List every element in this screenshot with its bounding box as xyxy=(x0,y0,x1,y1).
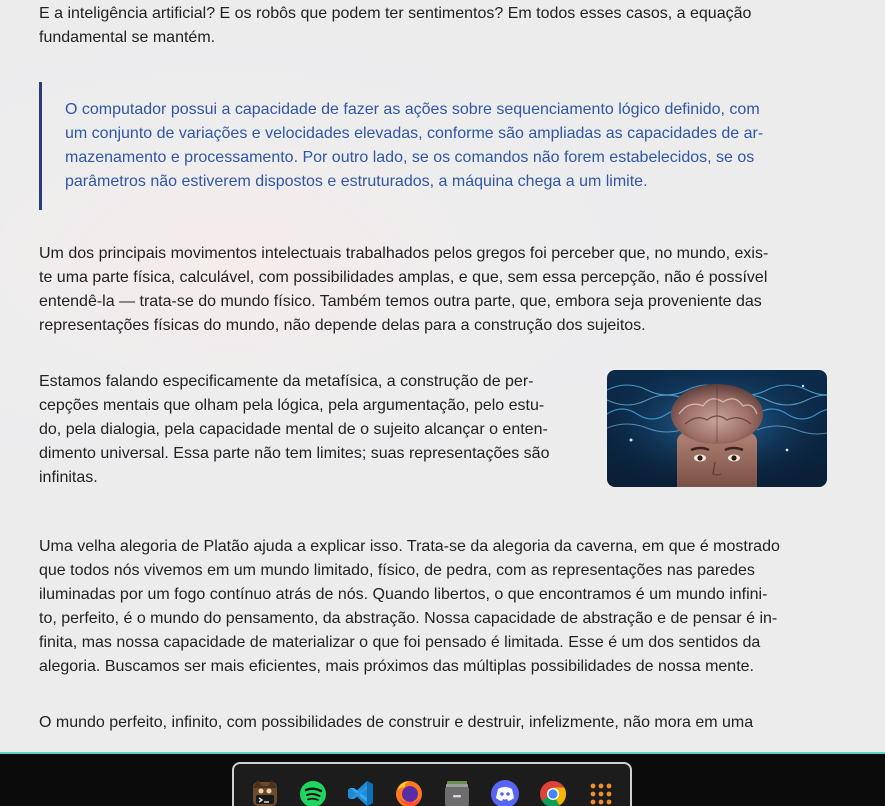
text-line: entendê-la — trata-se do mundo físico. Também temos outra parte, que, embora seja proveniente das xyxy=(39,293,762,310)
closing-paragraph xyxy=(39,711,829,735)
text-line: do, pela dialogia, pela capacidade mental de o sujeito alcançar o enten- xyxy=(39,421,548,438)
text-line: Estamos falando especificamente da metafísica, a construção de per- xyxy=(39,373,534,390)
allegory-paragraph xyxy=(39,535,829,679)
brain-head-image xyxy=(607,370,827,487)
files-icon[interactable] xyxy=(442,778,472,806)
vscode-icon[interactable] xyxy=(346,778,376,806)
taskbar xyxy=(0,752,885,806)
text-line: to, perfeito, é o mundo do pensamento, da abstração. Nossa capacidade de abstração e de pensar é in- xyxy=(39,610,778,627)
quote-line: um conjunto de variações e velocidades elevadas, conforme são ampliadas as capacidades de ar- xyxy=(65,125,764,142)
quote-line: O computador possui a capacidade de fazer as ações sobre sequenciamento lógico definido, com xyxy=(65,101,760,118)
app-grid-icon[interactable] xyxy=(586,778,616,806)
discord-icon[interactable] xyxy=(490,778,520,806)
greeks-paragraph xyxy=(39,242,829,338)
blockquote xyxy=(39,82,829,210)
metaphysics-paragraph xyxy=(39,370,584,490)
text-line: O mundo perfeito, infinito, com possibilidades de construir e destruir, infelizmente, não mora em uma xyxy=(39,714,754,731)
text-line: Um dos principais movimentos intelectuais trabalhados pelos gregos foi perceber que, no mundo, exis- xyxy=(39,245,769,262)
spotify-icon[interactable] xyxy=(298,778,328,806)
text-line: dimento universal. Essa parte não tem limites; suas representações são xyxy=(39,445,550,462)
text-line: infinitas. xyxy=(39,469,98,486)
text-line: alegoria. Buscamos ser mais eficientes, mais próximos das múltiplas possibilidades de nossa mente. xyxy=(39,658,754,675)
firefox-icon[interactable] xyxy=(394,778,424,806)
text-line: Uma velha alegoria de Platão ajuda a explicar isso. Trata-se da alegoria da caverna, em que é mostrado xyxy=(39,538,780,555)
text-line: representações físicas do mundo, não depende delas para a construção dos sujeitos. xyxy=(39,317,646,334)
text-line: te uma parte física, calculável, com possibilidades amplas, e que, sem essa percepção, não é possível xyxy=(39,269,768,286)
text-line: fundamental se mantém. xyxy=(39,29,216,46)
terminal-character-icon[interactable] xyxy=(250,778,280,806)
text-line: que todos nós vivemos em um mundo limitado, físico, de pedra, com as representações nas paredes xyxy=(39,562,755,579)
blockquote-text xyxy=(65,98,763,194)
quote-line: mazenamento e processamento. Por outro lado, se os comandos não forem estabelecidos, se os xyxy=(65,149,755,166)
text-line: E a inteligência artificial? E os robôs que podem ter sentimentos? Em todos esses casos, a equação xyxy=(39,5,752,22)
intro-paragraph xyxy=(39,2,829,50)
app-dock xyxy=(232,762,632,806)
text-line: cepções mentais que olham pela lógica, pela argumentação, pelo estu- xyxy=(39,397,545,414)
quote-line: parâmetros não estiverem dispostos e estruturados, a máquina chega a um limite. xyxy=(65,173,648,190)
text-line: finita, mas nossa capacidade de materializar o que foi pensado é limitada. Esse é um dos sentidos da xyxy=(39,634,761,651)
text-line: iluminadas por um fogo contínuo atrás de nós. Quando libertos, o que encontramos é um mundo infini- xyxy=(39,586,768,603)
chrome-icon[interactable] xyxy=(538,778,568,806)
